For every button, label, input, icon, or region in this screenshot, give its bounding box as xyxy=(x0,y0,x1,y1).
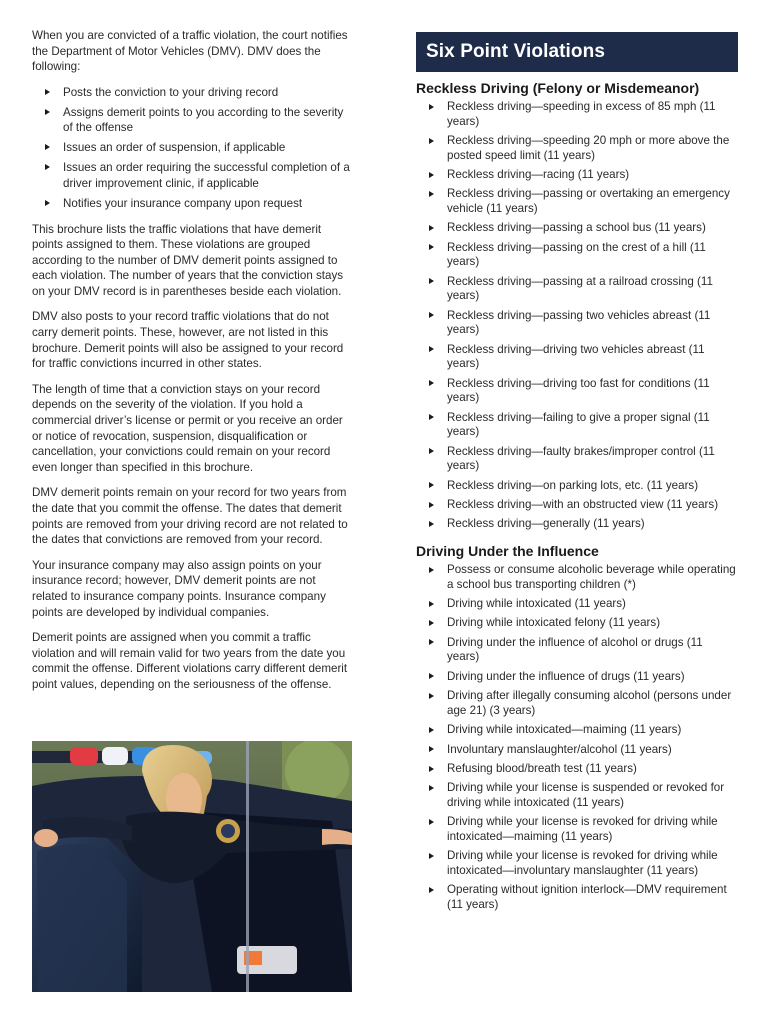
list-item: Reckless driving—passing on the crest of a hill (11 years) xyxy=(416,241,738,270)
bullet-arrow-icon xyxy=(429,819,434,825)
list-item: Reckless driving—passing two vehicles abreast (11 years) xyxy=(416,309,738,338)
dui-heading: Driving Under the Influence xyxy=(416,543,599,559)
banner-title: Six Point Violations xyxy=(426,41,606,62)
body-paragraph: This brochure lists the traffic violations that have demerit points assigned to them. These violations are grouped according to the number of DMV demerit points assigned to each violation. The number of years that the conviction stays on your DMV record is in parentheses beside each violation. xyxy=(32,222,344,298)
list-item: Assigns demerit points to you according to the severity of the offense xyxy=(32,105,354,136)
body-paragraph: Your insurance company may also assign points on your insurance record; however, DMV demerit points are not related to insurance company points. Insurance company points are developed by individual companies. xyxy=(32,558,326,619)
bullet-arrow-icon xyxy=(429,346,434,352)
intro-paragraph: When you are convicted of a traffic violation, the court notifies the Department of Motor Vehicles (DMV). DMV does the following: xyxy=(32,29,348,74)
bullet-arrow-icon xyxy=(45,200,50,206)
bullet-arrow-icon xyxy=(429,312,434,318)
bullet-arrow-icon xyxy=(429,887,434,893)
bullet-arrow-icon xyxy=(429,502,434,508)
bullet-arrow-icon xyxy=(429,278,434,284)
list-item: Reckless driving—driving two vehicles abreast (11 years) xyxy=(416,343,738,372)
section-banner xyxy=(416,32,738,72)
list-item: Driving while your license is revoked for driving while intoxicated—maiming (11 years) xyxy=(416,815,738,844)
list-item: Driving while your license is revoked for driving while intoxicated—involuntary manslaughter (11 years) xyxy=(416,849,738,878)
bullet-arrow-icon xyxy=(429,746,434,752)
bullet-arrow-icon xyxy=(429,414,434,420)
bullet-arrow-icon xyxy=(429,766,434,772)
body-paragraph: The length of time that a conviction stays on your record depends on the severity of the violation. If you hold a commercial driver’s license or permit or you receive an order or notice of revocation, suspension, disqualification or cancellation, your convictions could remain on your record even longer than specified in this brochure. xyxy=(32,382,343,474)
list-item: Notifies your insurance company upon request xyxy=(32,196,354,212)
list-item: Reckless driving—speeding 20 mph or more above the posted speed limit (11 years) xyxy=(416,134,738,163)
right-column xyxy=(416,32,738,917)
list-item: Driving while intoxicated—maiming (11 years) xyxy=(416,723,738,738)
list-item: Possess or consume alcoholic beverage while operating a school bus transporting children (*) xyxy=(416,563,738,592)
bullet-arrow-icon xyxy=(429,639,434,645)
bullet-arrow-icon xyxy=(429,191,434,197)
reckless-driving-list xyxy=(416,100,738,532)
list-item: Driving while your license is suspended or revoked for driving while intoxicated (11 years) xyxy=(416,781,738,810)
body-paragraph: DMV also posts to your record traffic violations that do not carry demerit points. These, however, are not listed in this brochure. Demerit points will also be assigned to your record for traffic convictions incurred in other states. xyxy=(32,310,344,371)
list-item: Driving under the influence of drugs (11 years) xyxy=(416,670,738,685)
body-paragraph: Demerit points are assigned when you commit a traffic violation and will remain valid for two years from the date you commit the offense. Different violations carry different demerit point values, depending on the seriousness of the offense. xyxy=(32,631,348,691)
dmv-actions-list xyxy=(32,85,354,212)
bullet-arrow-icon xyxy=(429,482,434,488)
bullet-arrow-icon xyxy=(45,109,50,115)
list-item: Reckless driving—driving too fast for conditions (11 years) xyxy=(416,377,738,406)
list-item: Reckless driving—passing or overtaking an emergency vehicle (11 years) xyxy=(416,187,738,216)
list-item: Reckless driving—failing to give a proper signal (11 years) xyxy=(416,411,738,440)
dui-list xyxy=(416,563,738,912)
list-item: Reckless driving—speeding in excess of 85 mph (11 years) xyxy=(416,100,738,129)
bullet-arrow-icon xyxy=(429,853,434,859)
list-item: Reckless driving—on parking lots, etc. (11 years) xyxy=(416,479,738,494)
bullet-arrow-icon xyxy=(429,244,434,250)
list-item: Reckless driving—passing at a railroad crossing (11 years) xyxy=(416,275,738,304)
bullet-arrow-icon xyxy=(429,225,434,231)
bullet-arrow-icon xyxy=(45,144,50,150)
list-item: Reckless driving—racing (11 years) xyxy=(416,168,738,183)
bullet-arrow-icon xyxy=(429,693,434,699)
bullet-arrow-icon xyxy=(45,164,50,170)
bullet-arrow-icon xyxy=(429,727,434,733)
bullet-arrow-icon xyxy=(429,567,434,573)
bullet-arrow-icon xyxy=(429,521,434,527)
list-item: Posts the conviction to your driving record xyxy=(32,85,354,101)
bullet-arrow-icon xyxy=(429,380,434,386)
list-item: Refusing blood/breath test (11 years) xyxy=(416,762,738,777)
bullet-arrow-icon xyxy=(429,104,434,110)
list-item: Operating without ignition interlock—DMV requirement (11 years) xyxy=(416,883,738,912)
police-officer-photo xyxy=(32,741,352,992)
body-paragraph: DMV demerit points remain on your record for two years from the date that you commit the offense. The dates that demerit points are removed from your driving record are not related to the dates that convictions are removed from your record. xyxy=(32,486,348,547)
list-item: Driving after illegally consuming alcohol (persons under age 21) (3 years) xyxy=(416,689,738,718)
bullet-arrow-icon xyxy=(429,448,434,454)
bullet-arrow-icon xyxy=(429,620,434,626)
bullet-arrow-icon xyxy=(429,601,434,607)
list-item: Issues an order of suspension, if applicable xyxy=(32,140,354,156)
list-item: Driving while intoxicated felony (11 years) xyxy=(416,616,738,631)
bullet-arrow-icon xyxy=(45,89,50,95)
bullet-arrow-icon xyxy=(429,172,434,178)
list-item: Reckless driving—generally (11 years) xyxy=(416,517,738,532)
list-item: Involuntary manslaughter/alcohol (11 years) xyxy=(416,743,738,758)
left-column xyxy=(32,28,354,703)
list-item: Driving under the influence of alcohol or drugs (11 years) xyxy=(416,636,738,665)
reckless-driving-heading: Reckless Driving (Felony or Misdemeanor) xyxy=(416,80,700,96)
list-item: Driving while intoxicated (11 years) xyxy=(416,597,738,612)
list-item: Reckless driving—with an obstructed view (11 years) xyxy=(416,498,738,513)
bullet-arrow-icon xyxy=(429,138,434,144)
bullet-arrow-icon xyxy=(429,673,434,679)
list-item: Issues an order requiring the successful completion of a driver improvement clinic, if applicable xyxy=(32,160,354,191)
list-item: Reckless driving—faulty brakes/improper control (11 years) xyxy=(416,445,738,474)
list-item: Reckless driving—passing a school bus (11 years) xyxy=(416,221,738,236)
bullet-arrow-icon xyxy=(429,785,434,791)
